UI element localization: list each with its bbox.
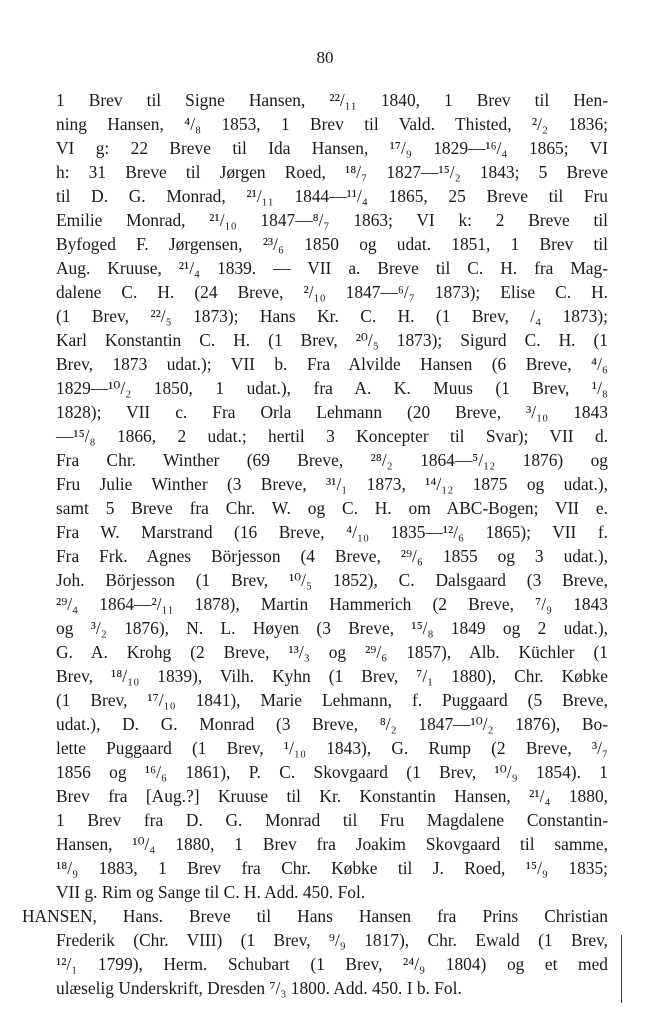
text-line: Fra Frk. Agnes Börjesson (4 Breve, ²⁹/₆ 1855 og 3 udat.), bbox=[56, 546, 608, 566]
text-line: VII g. Rim og Sange til C. H. Add. 450. Fol. bbox=[56, 882, 366, 902]
text-line: G. A. Krohg (2 Breve, ¹³/₃ og ²⁹/₆ 1857), Alb. Küchler (1 bbox=[56, 642, 608, 662]
text-line: (1 Brev, ¹⁷/₁₀ 1841), Marie Lehmann, f. Puggaard (5 Breve, bbox=[56, 690, 608, 710]
text-line: ²⁹/₄ 1864—²/₁₁ 1878), Martin Hammerich (2 Breve, ⁷/₉ 1843 bbox=[56, 594, 608, 614]
text-line: Hansen, ¹⁰/₄ 1880, 1 Brev fra Joakim Skovgaard til samme, bbox=[56, 834, 608, 854]
text-line: ¹⁸/₉ 1883, 1 Brev fra Chr. Købke til J. Roed, ¹⁵/₉ 1835; bbox=[56, 858, 608, 878]
text-line: udat.), D. G. Monrad (3 Breve, ⁸/₂ 1847—¹⁰/₂ 1876), Bo- bbox=[56, 714, 608, 734]
page-number: 80 bbox=[316, 48, 334, 67]
text-line: ning Hansen, ⁴/₈ 1853, 1 Brev til Vald. Thisted, ²/₂ 1836; bbox=[56, 114, 608, 134]
text-line: ulæselig Underskrift, Dresden ⁷/₃ 1800. Add. 450. I b. Fol. bbox=[56, 978, 462, 998]
text-line: Karl Konstantin C. H. (1 Brev, ²⁰/₅ 1873); Sigurd C. H. (1 bbox=[56, 330, 608, 350]
text-line: lette Puggaard (1 Brev, ¹/₁₀ 1843), G. Rump (2 Breve, ³/₇ bbox=[56, 738, 608, 758]
text-line: Joh. Börjesson (1 Brev, ¹⁰/₅ 1852), C. Dalsgaard (3 Breve, bbox=[56, 570, 608, 590]
text-line: VI g: 22 Breve til Ida Hansen, ¹⁷/₉ 1829—¹⁶/₄ 1865; VI bbox=[56, 138, 608, 158]
margin-rule bbox=[621, 935, 622, 1003]
text-line: Fra Chr. Winther (69 Breve, ²⁸/₂ 1864—⁵/₁₂ 1876) og bbox=[56, 450, 608, 470]
text-line: 1829—¹⁰/₂ 1850, 1 udat.), fra A. K. Muus (1 Brev, ¹/₈ bbox=[56, 378, 608, 398]
text-line: 1828); VII c. Fra Orla Lehmann (20 Breve, ³/₁₀ 1843 bbox=[56, 402, 608, 422]
text-line: til D. G. Monrad, ²¹/₁₁ 1844—¹¹/₄ 1865, 25 Breve til Fru bbox=[56, 186, 608, 206]
text-line: Emilie Monrad, ²¹/₁₀ 1847—⁸/₇ 1863; VI k: 2 Breve til bbox=[56, 210, 608, 230]
text-line: (1 Brev, ²²/₅ 1873); Hans Kr. C. H. (1 Brev, /₄ 1873); bbox=[56, 306, 608, 326]
text-line: Fra W. Marstrand (16 Breve, ⁴/₁₀ 1835—¹²/₆ 1865); VII f. bbox=[56, 522, 608, 542]
text-line: Brev, 1873 udat.); VII b. Fra Alvilde Hansen (6 Breve, ⁴/₆ bbox=[56, 354, 608, 374]
text-line: Byfoged F. Jørgensen, ²³/₆ 1850 og udat. 1851, 1 Brev til bbox=[56, 234, 608, 254]
text-line: Fru Julie Winther (3 Breve, ³¹/₁ 1873, ¹⁴/₁₂ 1875 og udat.), bbox=[56, 474, 608, 494]
text-line: Frederik (Chr. VIII) (1 Brev, ⁹/₉ 1817), Chr. Ewald (1 Brev, bbox=[56, 930, 608, 950]
text-line: 1 Brev fra D. G. Monrad til Fru Magdalene Constantin- bbox=[56, 810, 608, 830]
text-line: Aug. Kruuse, ²¹/₄ 1839. — VII a. Breve til C. H. fra Mag- bbox=[56, 258, 608, 278]
entry-heading-line: HANSEN, Hans. Breve til Hans Hansen fra Prins Christian bbox=[22, 906, 608, 926]
text-line: 1856 og ¹⁶/₆ 1861), P. C. Skovgaard (1 Brev, ¹⁰/₉ 1854). 1 bbox=[56, 762, 608, 782]
text-line: Brev, ¹⁸/₁₀ 1839), Vilh. Kyhn (1 Brev, ⁷/₁ 1880), Chr. Købke bbox=[56, 666, 608, 686]
text-line: 1 Brev til Signe Hansen, ²²/₁₁ 1840, 1 Brev til Hen- bbox=[56, 90, 608, 110]
text-line: —¹⁵/₈ 1866, 2 udat.; hertil 3 Koncepter til Svar); VII d. bbox=[56, 426, 608, 446]
text-line: Brev fra [Aug.?] Kruuse til Kr. Konstantin Hansen, ²¹/₄ 1880, bbox=[56, 786, 608, 806]
text-line: h: 31 Breve til Jørgen Roed, ¹⁸/₇ 1827—¹⁵/₂ 1843; 5 Breve bbox=[56, 162, 608, 182]
text-line: dalene C. H. (24 Breve, ²/₁₀ 1847—⁶/₇ 1873); Elise C. H. bbox=[56, 282, 608, 302]
text-line: og ³/₂ 1876), N. L. Høyen (3 Breve, ¹⁵/₈ 1849 og 2 udat.), bbox=[56, 618, 608, 638]
text-line: samt 5 Breve fra Chr. W. og C. H. om ABC-Bogen; VII e. bbox=[56, 498, 608, 518]
text-line: ¹²/₁ 1799), Herm. Schubart (1 Brev, ²⁴/₉ 1804) og et med bbox=[56, 954, 608, 974]
